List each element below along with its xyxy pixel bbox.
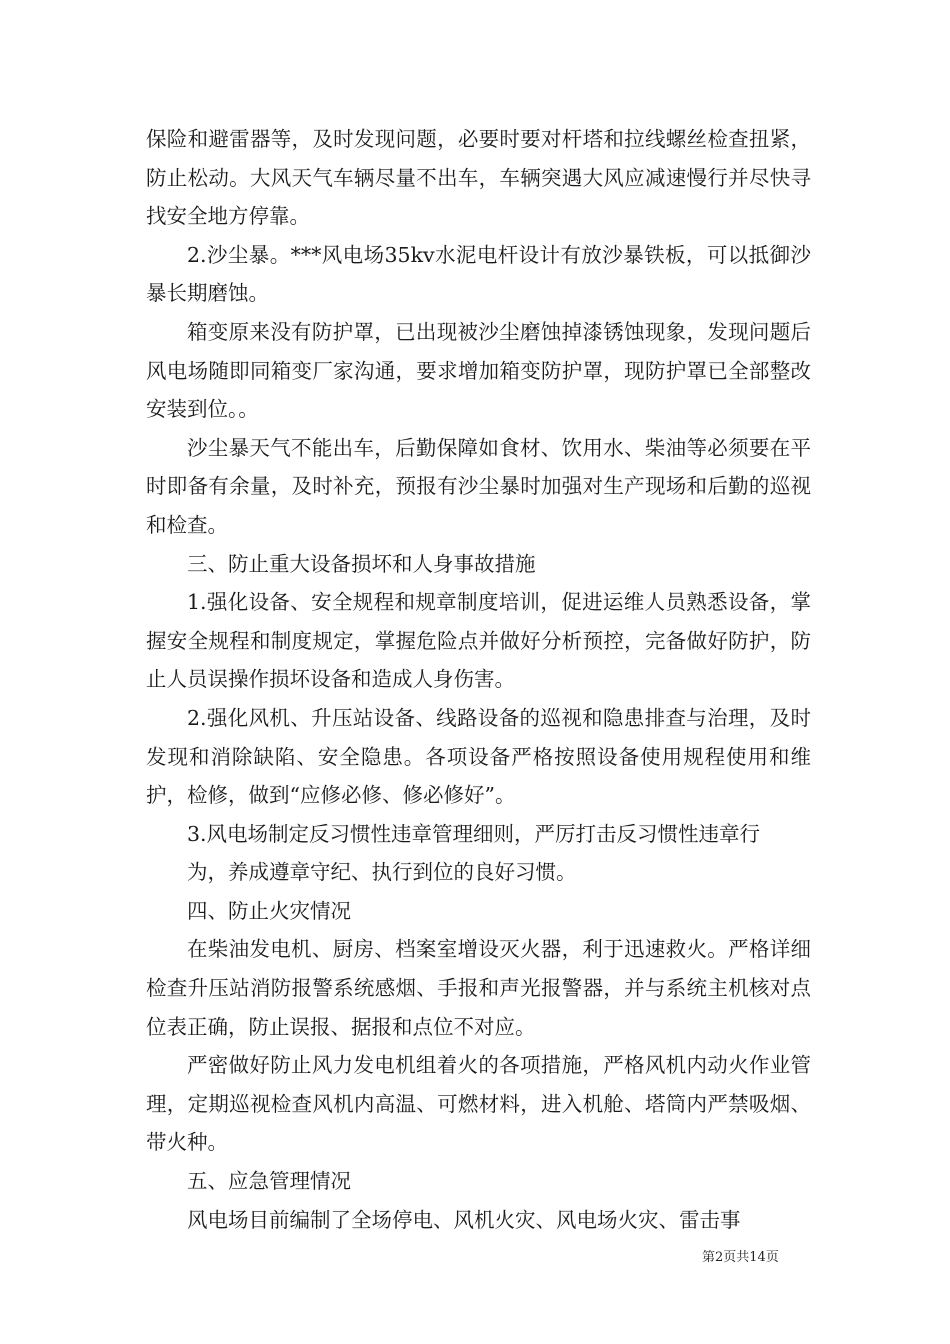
paragraph: 风电场目前编制了全场停电、风机火灾、风电场火灾、雷击事: [187, 1207, 741, 1232]
paragraph: 箱变原来没有防护罩，已出现被沙尘磨蚀掉漆锈蚀现象，发现问题后风电场随即同箱变厂家沟通，要求增加箱变防护罩，现防护罩已全部整改安装到位。。: [146, 319, 811, 422]
section-heading: 五、应急管理情况: [187, 1169, 351, 1194]
document-body: [146, 120, 811, 1239]
paragraph: 在柴油发电机、厨房、档案室增设灭火器，利于迅速救火。严格详细检查升压站消防报警系统感烟、手报和声光报警器，并与系统主机核对点位表正确，防止误报、据报和点位不对应。: [146, 937, 811, 1039]
paragraph: 保险和避雷器等，及时发现问题，必要时要对杆塔和拉线螺丝检查扭紧，防止松动。大风天气车辆尽量不出车，车辆突遇大风应减速慢行并尽快寻找安全地方停靠。: [146, 127, 811, 229]
paragraph: 2.沙尘暴。***风电场35kv水泥电杆设计有放沙暴铁板，可以抵御沙暴长期磨蚀。: [146, 242, 811, 306]
paragraph: 严密做好防止风力发电机组着火的各项措施，严格风机内动火作业管理，定期巡视检查风机内高温、可燃材料，进入机舱、塔筒内严禁吸烟、带火种。: [146, 1053, 811, 1155]
paragraph: 3.风电场制定反习惯性违章管理细则，严厉打击反习惯性违章行: [187, 821, 761, 846]
section-heading: 四、防止火灾情况: [187, 898, 351, 923]
page-number: 第2页共14页: [702, 1250, 779, 1265]
section-heading: 三、防止重大设备损坏和人身事故措施: [187, 551, 536, 576]
paragraph: 1.强化设备、安全规程和规章制度培训，促进运维人员熟悉设备，掌握安全规程和制度规定，掌握危险点并做好分析预控，完备做好防护，防止人员误操作损坏设备和造成人身伤害。: [146, 590, 811, 692]
paragraph: 2.强化风机、升压站设备、线路设备的巡视和隐患排查与治理，及时发现和消除缺陷、安全隐患。各项设备严格按照设备使用规程使用和维护，检修，做到“应修必修、修必修好”。: [146, 705, 811, 808]
paragraph: 沙尘暴天气不能出车，后勤保障如食材、饮用水、柴油等必须要在平时即备有余量，及时补充，预报有沙尘暴时加强对生产现场和后勤的巡视和检查。: [146, 435, 811, 537]
paragraph: 为，养成遵章守纪、执行到位的良好习惯。: [187, 860, 577, 885]
